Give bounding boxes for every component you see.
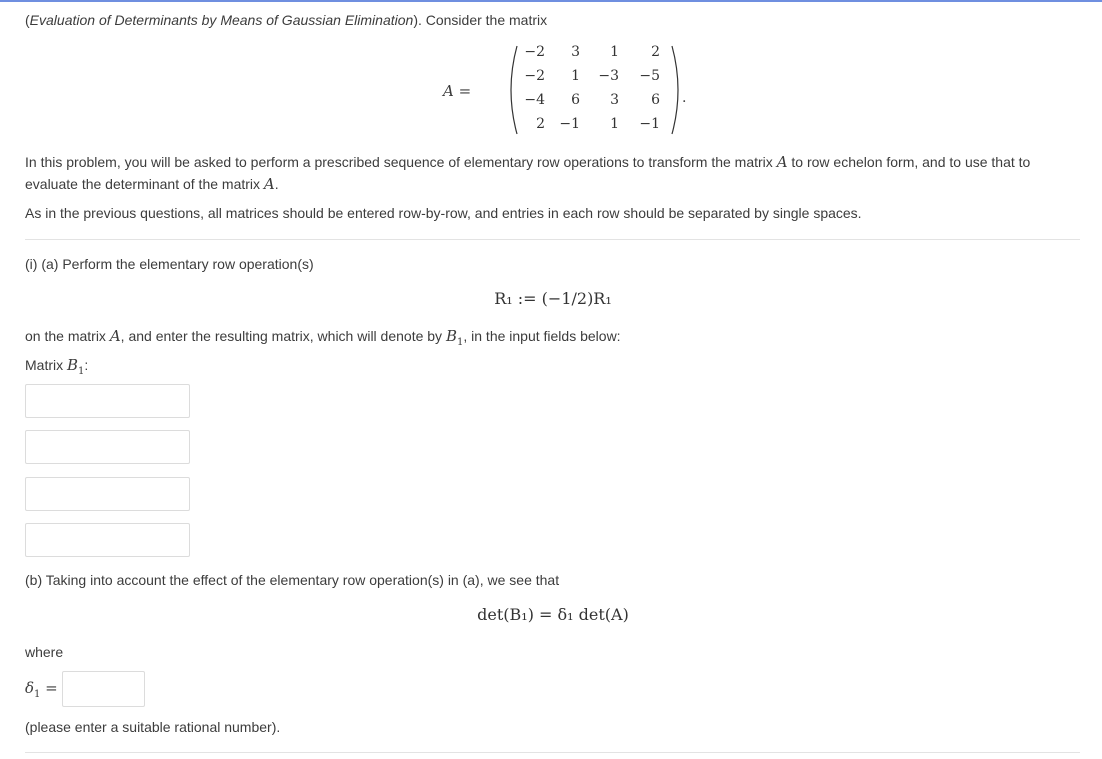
matrix-cell-r1-c1: −2 <box>524 44 545 60</box>
description-paragraph: In this problem, you will be asked to perform a prescribed sequence of elementary row operations to transform the matrix A to row echelon form, and to use that to evaluate the determinant of the matrix A. <box>25 153 1031 193</box>
matrix-cell-r4-c4: −1 <box>639 116 660 132</box>
instructions-paragraph: As in the previous questions, all matrices should be entered row-by-row, and entries in each row should be separated by single spaces. <box>25 205 862 221</box>
matrix-cell-r4-c2: −1 <box>559 116 580 132</box>
matrix-b1-row-1-input[interactable] <box>25 384 190 418</box>
matrix-a-label: A = <box>443 82 472 100</box>
matrix-cell-r3-c3: 3 <box>610 92 619 108</box>
top-accent-bar <box>0 0 1102 2</box>
matrix-a: A = −2 3 1 2 −2 1 −3 −5 −4 6 3 6 2 −1 1 −1 . <box>443 42 703 138</box>
part-a-heading: (i) (a) Perform the elementary row operation(s) <box>25 256 314 272</box>
matrix-cell-r4-c3: 1 <box>610 116 619 132</box>
matrix-b1-row-3-input[interactable] <box>25 477 190 511</box>
matrix-cell-r2-c3: −3 <box>598 68 619 84</box>
matrix-cell-r2-c1: −2 <box>524 68 545 84</box>
rational-number-note: (please enter a suitable rational number). <box>25 719 281 735</box>
matrix-cell-r2-c2: 1 <box>571 68 580 84</box>
determinant-equation: det(B₁) = δ₁ det(A) <box>477 605 629 624</box>
matrix-cell-r1-c4: 2 <box>651 44 660 60</box>
part-b-heading: (b) Taking into account the effect of the elementary row operation(s) in (a), we see that <box>25 572 560 588</box>
section-divider <box>25 239 1080 240</box>
where-label: where <box>25 644 64 660</box>
delta-1-input[interactable] <box>62 671 145 707</box>
matrix-b1-row-2-input[interactable] <box>25 430 190 464</box>
matrix-cell-r2-c4: −5 <box>639 68 660 84</box>
problem-title: Evaluation of Determinants by Means of Gaussian Elimination <box>29 12 414 28</box>
matrix-b1-label: Matrix $B_1$: <box>25 356 89 377</box>
delta-label: $\delta_1$ = <box>25 679 58 700</box>
bottom-divider <box>25 752 1080 753</box>
matrix-cell-r3-c1: −4 <box>524 92 545 108</box>
matrix-cell-r1-c3: 1 <box>610 44 619 60</box>
matrix-cell-r3-c2: 6 <box>571 92 580 108</box>
matrix-cell-r3-c4: 6 <box>651 92 660 108</box>
matrix-b1-row-4-input[interactable] <box>25 523 190 557</box>
row-operation-formula: R₁ := (−1/2)R₁ <box>494 289 612 308</box>
problem-intro: (Evaluation of Determinants by Means of Gaussian Elimination). Consider the matrix <box>25 12 548 28</box>
matrix-cell-r4-c1: 2 <box>536 116 545 132</box>
part-a-instruction: on the matrix A, and enter the resulting matrix, which will denote by $B_1$, in the input fields below: <box>25 327 621 348</box>
matrix-cell-r1-c2: 3 <box>571 44 580 60</box>
